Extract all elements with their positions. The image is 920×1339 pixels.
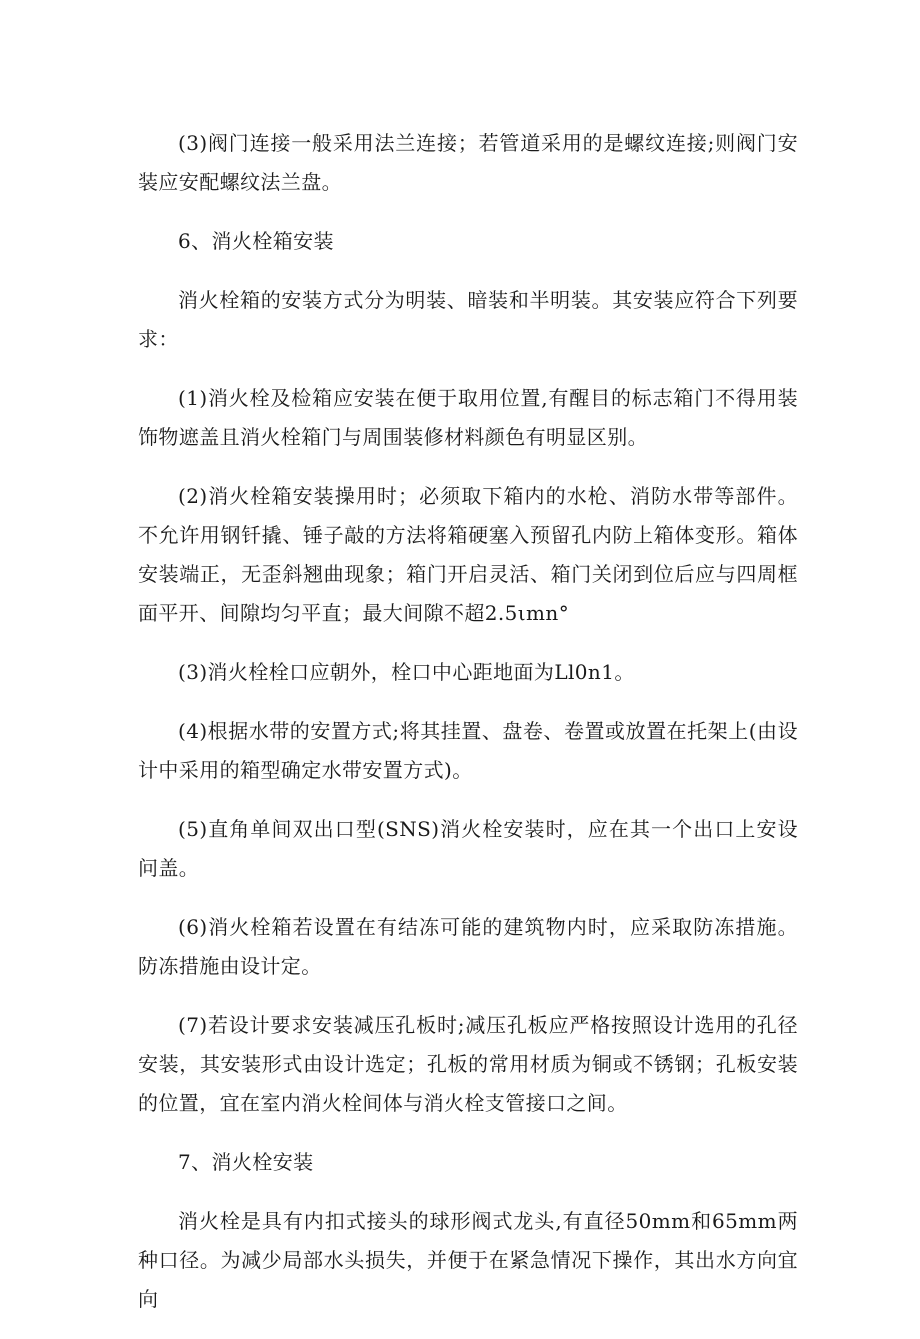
section-heading-hydrant: 7、消火栓安装	[178, 1150, 314, 1174]
paragraph-requirement-5: (5)直角单间双出口型(SNS)消火栓安装时，应在其一个出口上安设问盖。	[138, 817, 798, 880]
document-body	[138, 124, 798, 1339]
paragraph-requirement-7: (7)若设计要求安装减压孔板时;减压孔板应严格按照设计选用的孔径安装，其安装形式由设计选定；孔板的常用材质为铜或不锈钢；孔板安装的位置，宜在室内消火栓间体与消火栓支管接口之间。	[138, 1013, 798, 1115]
paragraph-requirement-4: (4)根据水带的安置方式;将其挂置、盘卷、卷置或放置在托架上(由设计中采用的箱型确定水带安置方式)。	[138, 719, 798, 782]
paragraph-requirement-3: (3)消火栓栓口应朝外，栓口中心距地面为Ll0n1。	[178, 660, 635, 684]
section-heading-hydrant-box: 6、消火栓箱安装	[178, 229, 334, 253]
paragraph-hydrant-description: 消火栓是具有内扣式接头的球形阀式龙头,有直径50mm和65mm两种口径。为减少局部水头损失，并便于在紧急情况下操作，其出水方向宜向	[138, 1209, 798, 1311]
paragraph-requirement-2: (2)消火栓箱安装操用时；必须取下箱内的水枪、消防水带等部件。不允许用钢钎撬、锤子敲的方法将箱硬塞入预留孔内防上箱体变形。箱体安装端正，无歪斜翘曲现象；箱门开启灵活、箱门关闭到位后应与四周框面平开、间隙均匀平直；最大间隙不超2.5ιmn°	[138, 484, 798, 625]
paragraph-box-install-methods: 消火栓箱的安装方式分为明装、暗装和半明装。其安装应符合下列要求：	[138, 288, 798, 351]
paragraph-requirement-1: (1)消火栓及检箱应安装在便于取用位置,有醒目的标志箱门不得用装饰物遮盖且消火栓箱门与周围装修材料颜色有明显区别。	[138, 386, 798, 449]
paragraph-valve-connection: (3)阀门连接一般采用法兰连接；若管道采用的是螺纹连接;则阀门安装应安配螺纹法兰盘。	[138, 131, 798, 194]
paragraph-requirement-6: (6)消火栓箱若设置在有结冻可能的建筑物内时，应采取防冻措施。防冻措施由设计定。	[138, 915, 798, 978]
